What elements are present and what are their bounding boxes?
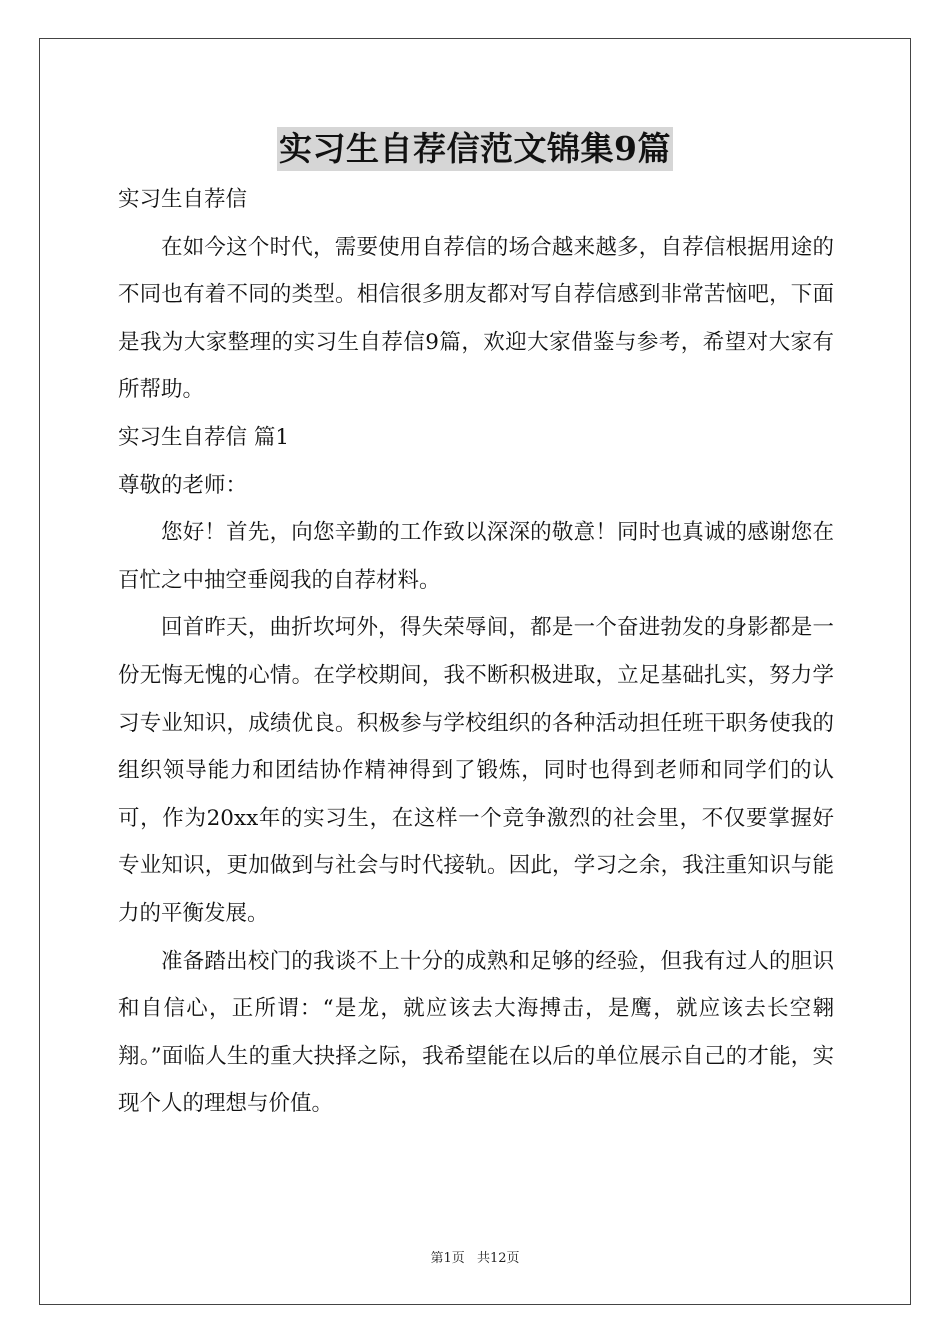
document-title: 实习生自荐信范文锦集9篇 <box>277 127 673 171</box>
body-paragraph-2: 回首昨天，曲折坎坷外，得失荣辱间，都是一个奋进勃发的身影都是一份无悔无愧的心情。在学校期间，我不断积极进取，立足基础扎实，努力学习专业知识，成绩优良。积极参与学校组织的各种活动担任班干职务使我的组织领导能力和团结协作精神得到了锻炼，同时也得到老师和同学们的认可，作为20xx年的实习生，在这样一个竞争激烈的社会里，不仅要掌握好专业知识，更加做到与社会与时代接轨。因此，学习之余，我注重知识与能力的平衡发展。 <box>118 615 834 926</box>
intro-paragraph: 在如今这个时代，需要使用自荐信的场合越来越多，自荐信根据用途的不同也有着不同的类型。相信很多朋友都对写自荐信感到非常苦恼吧，下面是我为大家整理的实习生自荐信9篇，欢迎大家借鉴与参考，希望对大家有所帮助。 <box>118 234 834 403</box>
body-paragraph-1: 您好！首先，向您辛勤的工作致以深深的敬意！同时也真诚的感谢您在百忙之中抽空垂阅我的自荐材料。 <box>118 520 834 593</box>
title-area <box>0 127 950 171</box>
document-body <box>118 176 834 1128</box>
salutation: 尊敬的老师： <box>118 472 248 498</box>
section-heading: 实习生自荐信 <box>118 187 248 212</box>
letter-heading: 实习生自荐信 篇1 <box>118 424 290 450</box>
body-paragraph-3: 准备踏出校门的我谈不上十分的成熟和足够的经验，但我有过人的胆识和自信心，正所谓：“是龙，就应该去大海搏击，是鹰，就应该去长空翱翔。”面临人生的重大抉择之际，我希望能在以后的单位展示自己的才能，实现个人的理想与价值。 <box>118 948 834 1117</box>
page-total: 共12页 <box>476 1251 520 1266</box>
page-number: 第1页 <box>430 1251 465 1266</box>
page-footer <box>0 1247 950 1266</box>
